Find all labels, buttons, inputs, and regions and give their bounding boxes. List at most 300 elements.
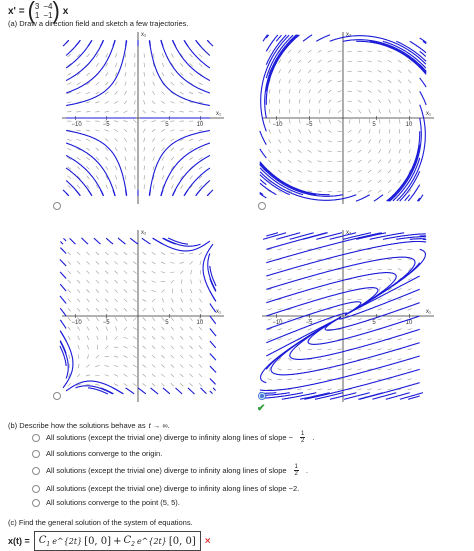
- trajectory: [196, 40, 210, 55]
- direction-segment: [358, 140, 361, 143]
- direction-segment: [125, 91, 127, 95]
- direction-segment: [68, 185, 71, 188]
- panel-2-radio[interactable]: [258, 202, 266, 210]
- direction-segment: [408, 60, 411, 63]
- direction-segment: [115, 308, 118, 311]
- direction-segment: [134, 128, 135, 132]
- phase-plot-svg-1: [58, 28, 228, 208]
- direction-segment: [377, 269, 381, 270]
- direction-segment: [199, 308, 201, 312]
- direction-segment: [97, 336, 98, 340]
- direction-segment: [153, 147, 155, 151]
- direction-segment: [133, 262, 136, 265]
- direction-segment: [133, 337, 137, 339]
- direction-segment: [96, 280, 99, 283]
- direction-segment: [162, 53, 164, 57]
- option-1-radio[interactable]: [32, 434, 40, 442]
- direction-segment: [87, 176, 90, 179]
- direction-segment: [338, 349, 342, 350]
- direction-segment: [95, 102, 99, 104]
- direction-segment: [278, 249, 282, 250]
- part-a-prompt: (a) Draw a direction field and sketch a few trajectories.: [8, 19, 189, 28]
- direction-segment: [88, 354, 89, 358]
- trajectory: [210, 379, 216, 385]
- direction-segment: [378, 160, 381, 163]
- matrix-a12: −4: [43, 2, 52, 11]
- direction-segment: [171, 175, 173, 179]
- direction-segment: [398, 359, 402, 360]
- direction-segment: [399, 169, 401, 173]
- direction-segment: [115, 63, 117, 67]
- direction-segment: [153, 185, 154, 189]
- trajectory: [207, 40, 210, 43]
- panel-3-radio[interactable]: [53, 392, 61, 400]
- direction-segment: [199, 148, 203, 150]
- direction-segment: [161, 101, 165, 103]
- direction-segment: [133, 299, 136, 302]
- part-b-option-4[interactable]: [32, 484, 299, 493]
- direction-segment: [68, 289, 71, 292]
- direction-segment: [152, 327, 155, 330]
- direction-segment: [105, 261, 108, 264]
- direction-segment: [162, 148, 165, 151]
- direction-segment: [86, 252, 89, 255]
- direction-segment: [318, 161, 322, 162]
- direction-segment: [96, 289, 99, 292]
- direction-segment: [143, 374, 146, 377]
- direction-segment: [77, 157, 81, 159]
- part-b-option-2[interactable]: [32, 449, 162, 458]
- trajectory: [210, 316, 216, 324]
- direction-segment: [288, 299, 292, 300]
- direction-segment: [180, 82, 183, 85]
- direction-segment: [288, 60, 291, 64]
- part-b-option-1[interactable]: All solutions (except the trivial one) diverge to infinity along lines of slope − $\frac{1}{2}$ .: [32, 431, 314, 444]
- direction-segment: [199, 374, 202, 377]
- direction-segment: [348, 101, 352, 102]
- direction-segment: [189, 139, 193, 141]
- direction-segment: [308, 80, 311, 84]
- direction-segment: [162, 327, 165, 330]
- direction-segment: [190, 289, 192, 293]
- option-3-frac: $\frac{1}{2}$: [294, 464, 299, 477]
- direction-segment: [328, 249, 332, 250]
- direction-segment: [279, 79, 280, 83]
- panel-4-radio[interactable]: [258, 392, 266, 400]
- direction-segment: [124, 290, 127, 293]
- direction-segment: [77, 299, 80, 302]
- direction-segment: [318, 140, 322, 142]
- direction-segment: [135, 138, 136, 142]
- solution-lhs: x(t) =: [8, 536, 30, 546]
- trajectory: [266, 35, 278, 51]
- direction-segment: [368, 329, 372, 330]
- trajectory: [66, 156, 104, 196]
- direction-segment: [279, 89, 280, 93]
- direction-segment: [114, 365, 118, 367]
- direction-segment: [368, 90, 372, 92]
- direction-segment: [152, 91, 154, 95]
- direction-segment: [161, 365, 164, 368]
- direction-segment: [408, 389, 412, 390]
- direction-segment: [298, 389, 302, 390]
- direction-segment: [180, 364, 183, 367]
- direction-segment: [358, 329, 362, 330]
- option-4-text: All solutions (except the trivial one) diverge to infinity along lines of slope −2.: [46, 484, 299, 493]
- direction-segment: [358, 150, 361, 153]
- x-axis-label: x₁: [216, 309, 221, 315]
- direction-segment: [133, 383, 137, 386]
- direction-segment: [170, 253, 174, 254]
- trajectory: [153, 238, 210, 251]
- direction-segment: [105, 299, 108, 302]
- x-axis-label: x₁: [426, 309, 431, 315]
- direction-segment: [190, 346, 193, 349]
- direction-segment: [86, 111, 90, 112]
- direction-segment: [133, 346, 137, 348]
- direction-segment: [289, 89, 290, 93]
- direction-segment: [143, 308, 146, 311]
- equation-lhs: x' =: [8, 6, 25, 17]
- direction-segment: [308, 140, 311, 143]
- direction-segment: [96, 166, 99, 169]
- direction-segment: [67, 139, 71, 140]
- part-b-limit: t → ∞.: [149, 421, 170, 430]
- direction-segment: [96, 92, 100, 94]
- direction-segment: [288, 160, 291, 163]
- part-b-prompt: [8, 421, 170, 430]
- direction-segment: [106, 63, 108, 67]
- x-tick-label: −5: [306, 122, 314, 128]
- direction-segment: [358, 319, 362, 320]
- direction-segment: [199, 364, 202, 367]
- direction-segment: [348, 181, 352, 182]
- direction-segment: [77, 92, 81, 94]
- direction-segment: [318, 359, 322, 360]
- direction-segment: [308, 70, 311, 73]
- direction-segment: [96, 317, 99, 321]
- direction-segment: [68, 176, 71, 179]
- solution-answer-box[interactable]: [34, 531, 201, 551]
- direction-segment: [379, 129, 380, 133]
- direction-segment: [143, 317, 146, 320]
- direction-segment: [114, 374, 118, 376]
- direction-segment: [78, 364, 79, 368]
- direction-segment: [268, 269, 272, 270]
- direction-segment: [338, 71, 342, 72]
- direction-segment: [308, 299, 312, 300]
- direction-segment: [153, 157, 155, 161]
- direction-segment: [298, 269, 302, 270]
- direction-segment: [96, 252, 99, 255]
- direction-segment: [338, 91, 342, 92]
- direction-segment: [77, 139, 81, 141]
- direction-segment: [77, 63, 80, 66]
- direction-segment: [143, 365, 146, 368]
- direction-segment: [348, 249, 352, 250]
- direction-segment: [388, 299, 392, 301]
- trajectory: [210, 354, 216, 361]
- direction-segment: [288, 140, 291, 144]
- direction-segment: [409, 99, 411, 103]
- trajectory: [303, 35, 312, 42]
- direction-segment: [338, 369, 342, 370]
- option-2-radio[interactable]: [32, 450, 40, 458]
- trajectory: [210, 304, 216, 313]
- direction-segment: [78, 336, 80, 340]
- direction-segment: [278, 338, 282, 340]
- direction-segment: [172, 298, 174, 302]
- direction-segment: [388, 80, 391, 83]
- option-4-radio[interactable]: [32, 485, 40, 493]
- direction-segment: [389, 139, 390, 143]
- direction-segment: [348, 110, 352, 112]
- trajectory: [210, 266, 216, 286]
- direction-segment: [288, 150, 291, 153]
- direction-segment: [367, 279, 371, 280]
- direction-segment: [318, 60, 322, 62]
- direction-segment: [86, 364, 89, 367]
- direction-segment: [200, 289, 202, 293]
- direction-segment: [378, 369, 382, 370]
- trajectory: [173, 190, 176, 196]
- trajectory: [207, 190, 213, 196]
- direction-segment: [368, 71, 372, 72]
- direction-segment: [105, 375, 109, 376]
- direction-segment: [152, 271, 156, 273]
- direction-segment: [399, 119, 400, 123]
- trajectory: [60, 272, 66, 279]
- direction-segment: [299, 89, 301, 93]
- trajectory: [64, 238, 67, 241]
- direction-segment: [68, 317, 71, 321]
- trajectory: [196, 190, 201, 196]
- direction-segment: [142, 280, 146, 282]
- trajectory: [408, 185, 420, 201]
- trajectory: [130, 238, 138, 244]
- direction-segment: [288, 319, 292, 320]
- direction-segment: [389, 109, 390, 113]
- direction-segment: [268, 309, 272, 310]
- direction-segment: [124, 299, 127, 302]
- direction-segment: [328, 90, 331, 93]
- direction-segment: [299, 347, 300, 351]
- trajectory: [60, 248, 66, 254]
- trajectory: [60, 341, 66, 354]
- trajectory: [149, 41, 210, 106]
- direction-segment: [297, 369, 301, 370]
- direction-segment: [161, 374, 164, 377]
- direction-segment: [409, 149, 410, 153]
- direction-segment: [124, 252, 127, 255]
- x-tick-label: −10: [72, 122, 83, 128]
- option-5-text: All solutions converge to the point (5, 5).: [46, 498, 180, 507]
- direction-segment: [298, 70, 301, 74]
- direction-segment: [114, 111, 118, 112]
- direction-segment: [190, 298, 192, 302]
- direction-segment: [87, 308, 90, 311]
- direction-segment: [199, 63, 202, 66]
- direction-segment: [123, 121, 127, 122]
- panel-1-radio[interactable]: [53, 202, 61, 210]
- direction-segment: [348, 171, 352, 172]
- direction-segment: [368, 190, 372, 192]
- direction-segment: [368, 180, 372, 182]
- direction-segment: [268, 339, 272, 341]
- direction-segment: [144, 166, 145, 170]
- direction-segment: [368, 389, 372, 390]
- direction-segment: [328, 339, 332, 340]
- direction-segment: [358, 349, 362, 350]
- trajectory: [210, 341, 216, 348]
- direction-segment: [105, 308, 108, 311]
- direction-segment: [180, 130, 184, 131]
- option-5-radio[interactable]: [32, 499, 40, 507]
- direction-segment: [308, 369, 312, 370]
- option-3-radio[interactable]: [32, 467, 40, 475]
- trajectory: [420, 78, 427, 87]
- general-solution-row: [8, 531, 211, 551]
- direction-segment: [378, 319, 382, 320]
- direction-segment: [329, 109, 330, 113]
- direction-segment: [398, 299, 402, 301]
- direction-segment: [190, 336, 193, 339]
- direction-segment: [134, 110, 136, 114]
- direction-segment: [279, 129, 281, 133]
- direction-segment: [106, 166, 108, 170]
- direction-segment: [133, 374, 137, 377]
- x-tick-label: 10: [406, 122, 413, 128]
- direction-segment: [152, 281, 156, 283]
- direction-segment: [115, 147, 118, 151]
- direction-segment: [143, 110, 146, 113]
- direction-segment: [318, 70, 321, 73]
- direction-segment: [328, 359, 332, 360]
- direction-segment: [189, 130, 193, 131]
- direction-segment: [308, 279, 312, 280]
- direction-segment: [289, 119, 290, 123]
- direction-segment: [115, 138, 118, 141]
- direction-segment: [162, 317, 165, 320]
- direction-segment: [378, 249, 382, 250]
- trajectory: [266, 242, 426, 277]
- direction-segment: [67, 73, 71, 75]
- direction-segment: [125, 82, 127, 86]
- x-tick-label: −10: [272, 122, 283, 128]
- direction-segment: [348, 329, 352, 330]
- direction-segment: [105, 289, 108, 292]
- direction-segment: [152, 111, 156, 113]
- direction-segment: [171, 157, 174, 160]
- direction-segment: [133, 271, 136, 274]
- trajectory: [410, 41, 426, 53]
- direction-segment: [114, 129, 118, 131]
- direction-segment: [408, 89, 410, 93]
- direction-segment: [388, 60, 392, 62]
- direction-segment: [318, 50, 322, 52]
- phase-plot-line-saddle: [58, 226, 228, 406]
- trajectory: [358, 393, 383, 400]
- trajectory: [94, 238, 101, 244]
- direction-segment: [86, 148, 90, 150]
- term2-exp: e^{2t}: [137, 537, 167, 546]
- direction-segment: [368, 100, 371, 103]
- direction-segment: [77, 271, 80, 274]
- direction-segment: [379, 139, 381, 143]
- x-tick-label: −5: [306, 320, 314, 326]
- direction-segment: [86, 166, 89, 169]
- direction-segment: [298, 150, 301, 153]
- direction-segment: [399, 139, 400, 143]
- trajectory: [60, 331, 66, 341]
- direction-segment: [289, 69, 291, 73]
- direction-segment: [124, 111, 128, 113]
- direction-segment: [152, 336, 155, 339]
- direction-segment: [328, 141, 332, 142]
- term2-vector: [0, 0]: [169, 536, 196, 547]
- direction-segment: [368, 150, 371, 153]
- direction-segment: [125, 147, 127, 151]
- trajectory: [266, 233, 326, 250]
- trajectory: [210, 391, 213, 394]
- trajectory: [66, 41, 127, 106]
- direction-segment: [378, 51, 382, 52]
- x-tick-label: −10: [72, 320, 83, 326]
- direction-segment: [278, 269, 282, 270]
- part-b-option-3[interactable]: All solutions (except the trivial one) diverge to infinity along lines of slope $\frac{1}{2}$ .: [32, 464, 308, 477]
- direction-segment: [144, 156, 145, 160]
- direction-segment: [388, 180, 391, 183]
- direction-segment: [318, 90, 321, 93]
- direction-segment: [338, 100, 342, 102]
- direction-segment: [77, 185, 80, 188]
- direction-segment: [171, 308, 173, 312]
- direction-segment: [115, 317, 117, 321]
- direction-segment: [105, 346, 108, 349]
- direction-segment: [86, 157, 89, 160]
- direction-segment: [348, 191, 352, 192]
- direction-segment: [67, 83, 71, 85]
- direction-segment: [288, 170, 292, 172]
- direction-segment: [142, 290, 146, 292]
- direction-segment: [153, 166, 154, 170]
- direction-segment: [152, 355, 155, 358]
- part-b-prompt-text: (b) Describe how the solutions behave as: [8, 421, 146, 430]
- direction-segment: [409, 109, 410, 113]
- direction-segment: [161, 253, 165, 255]
- direction-segment: [398, 329, 402, 330]
- term1-exp: e^{2t}: [52, 537, 82, 546]
- direction-segment: [171, 355, 174, 358]
- direction-segment: [115, 185, 116, 189]
- direction-segment: [152, 101, 155, 104]
- part-b-option-5[interactable]: [32, 498, 180, 507]
- system-equation: [8, 2, 68, 20]
- direction-segment: [77, 327, 79, 331]
- direction-segment: [308, 50, 311, 53]
- direction-segment: [378, 309, 382, 310]
- direction-segment: [298, 289, 302, 290]
- direction-segment: [269, 89, 270, 93]
- direction-segment: [378, 190, 381, 193]
- direction-segment: [114, 261, 117, 264]
- direction-segment: [180, 383, 183, 386]
- direction-segment: [171, 336, 174, 339]
- trajectory: [60, 308, 66, 316]
- direction-segment: [348, 130, 351, 133]
- direction-segment: [378, 61, 382, 63]
- direction-segment: [198, 92, 202, 94]
